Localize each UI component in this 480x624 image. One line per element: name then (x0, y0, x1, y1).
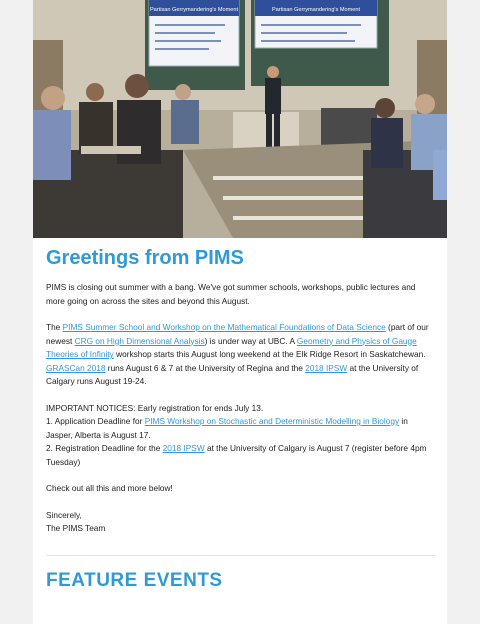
text-span: in Jasper, Alberta is August 17. (46, 416, 408, 440)
newsletter-card (33, 0, 447, 624)
link-stochastic-modelling-workshop[interactable]: PIMS Workshop on Stochastic and Deterministic Modelling in Biology (144, 416, 400, 426)
text-span: 2. Registration Deadline for the (46, 443, 163, 453)
text-span: The (46, 322, 63, 332)
greeting-title: Greetings from PIMS (46, 247, 244, 269)
text-span: at the University of Calgary runs August 19-24. (46, 362, 419, 386)
link-ipsw-2018[interactable]: 2018 IPSW (305, 362, 348, 373)
text-span: (part of our newest (46, 322, 429, 346)
text-span: workshop starts this August long weekend at the Elk Ridge Resort in Saskatchewan. (113, 349, 426, 359)
newsletter-content (46, 246, 436, 592)
lecture-hall-illustration (33, 0, 447, 238)
link-ipsw-2018-registration[interactable]: 2018 IPSW (162, 443, 205, 453)
link-grascan-2018[interactable]: GRASCan 2018 (46, 362, 106, 373)
feature-events-title: FEATURE EVENTS (46, 569, 223, 591)
text-span: runs August 6 & 7 at the University of Regina and the (105, 362, 306, 373)
signoff-paragraph (46, 509, 436, 536)
section-divider (46, 555, 436, 556)
link-gauge-theories-workshop[interactable]: Geometry and Physics of Gauge Theories of Infinity (46, 335, 417, 359)
signoff-team: The PIMS Team (46, 523, 106, 533)
text-span: ) is under way at UBC. A (204, 335, 297, 346)
notices-heading: IMPORTANT NOTICES: Early registration for ends July 13. (46, 402, 264, 413)
left-slide-title: Partisan Gerrymandering's Moment (149, 7, 239, 13)
signoff-line: Sincerely, (46, 509, 82, 520)
text-span: at the University of Calgary is August 7 (register before 4pm Tuesday) (46, 443, 427, 467)
link-crg-high-dimensional-analysis[interactable]: CRG on High Dimensional Analysis (74, 335, 205, 346)
hero-photo-lecture-hall (33, 0, 447, 238)
right-slide-title: Partisan Gerrymandering's Moment (271, 7, 361, 13)
text-span: 1. Application Deadline for (46, 416, 145, 426)
notices-paragraph (46, 402, 436, 470)
intro-paragraph: PIMS is closing out summer with a bang. We've got summer schools, workshops, public lectures and more going on across the sites and beyond this August. (46, 282, 416, 306)
link-summer-school-data-science[interactable]: PIMS Summer School and Workshop on the Mathematical Foundations of Data Science (62, 322, 386, 332)
checkout-paragraph: Check out all this and more below! (46, 483, 173, 493)
events-paragraph (46, 321, 436, 389)
